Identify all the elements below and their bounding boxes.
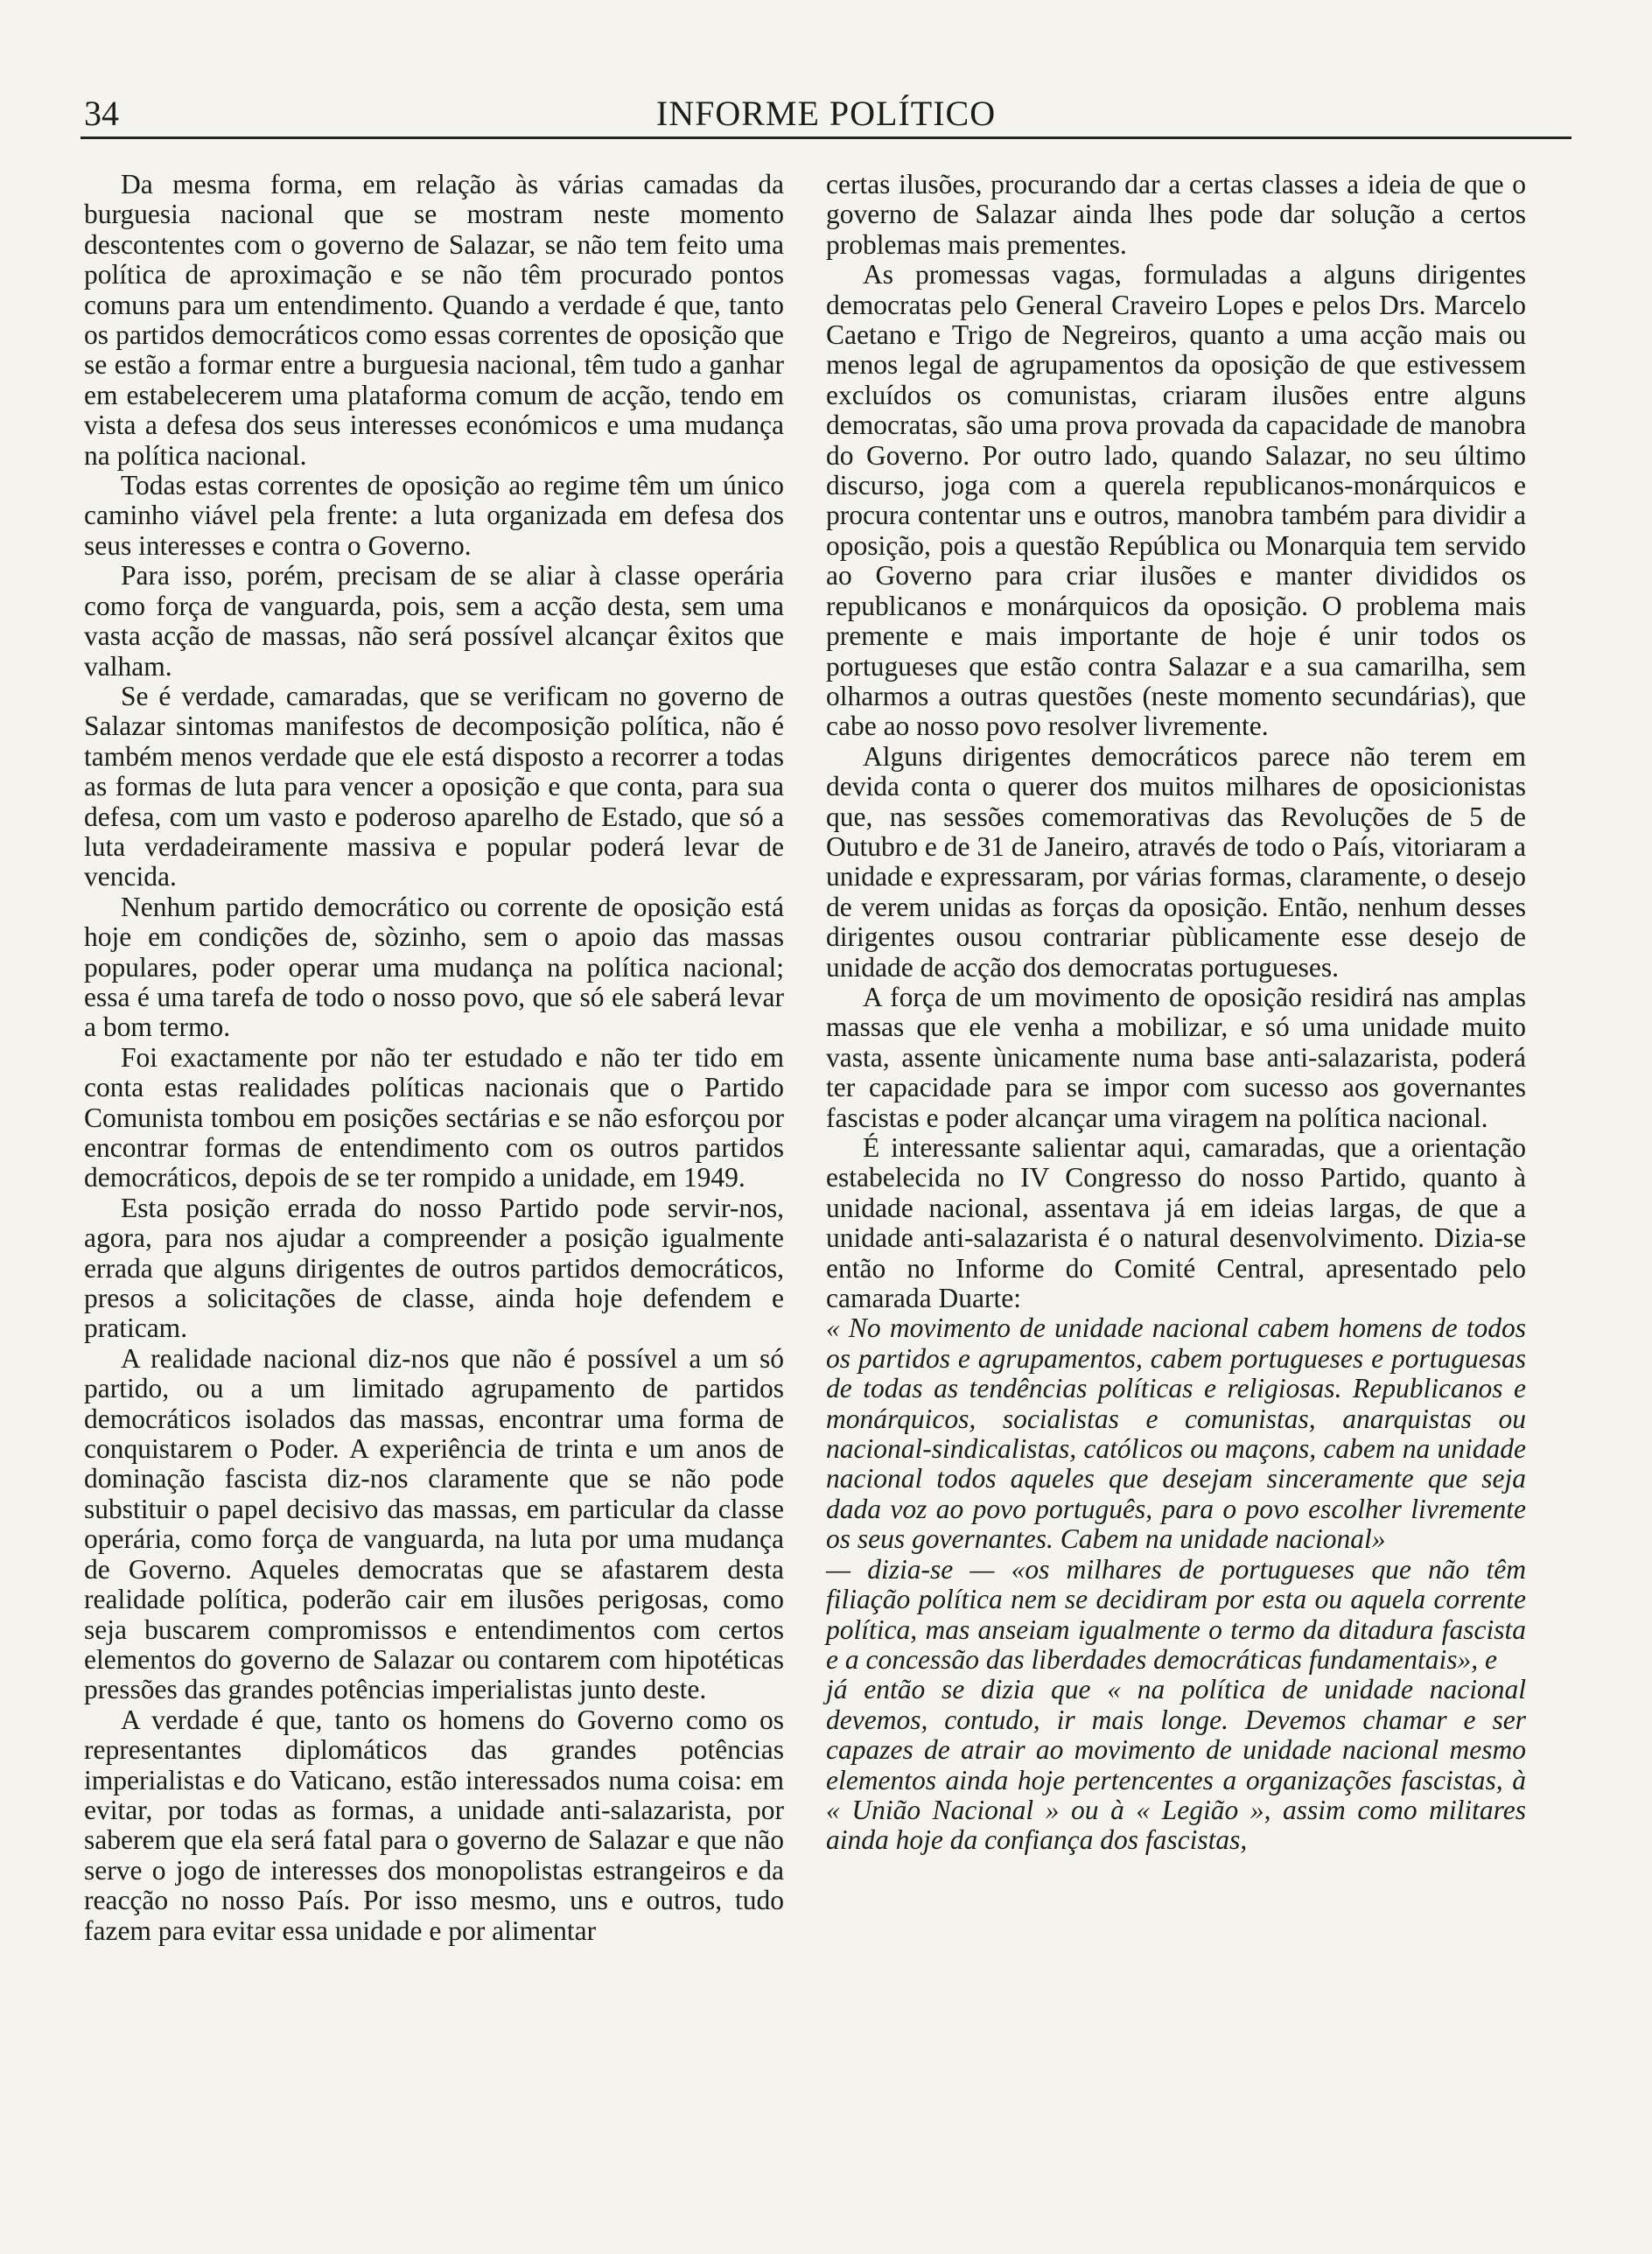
- paragraph: Se é verdade, camaradas, que se verificam no governo de Salazar sintomas manifestos de decomposição política, não é também menos verdade que ele está disposto a recorrer a todas as formas de luta para vencer a oposição e que conta, para sua defesa, com um vasto e poderoso aparelho de Estado, que só a luta verdadeiramente massiva e popular poderá levar de vencida.: [84, 680, 784, 892]
- paragraph: Nenhum partido democrático ou corrente de oposição está hoje em condições de, sòzinho, sem o apoio das massas populares, poder operar uma mudança na política nacional; essa é uma tarefa de todo o nosso povo, que só ele saberá levar a bom termo.: [84, 891, 784, 1043]
- running-title: INFORME POLÍTICO: [655, 94, 997, 133]
- quoted-passage: já então se dizia que « na política de unidade nacional devemos, contudo, ir mais longe. Devemos chamar e ser capazes de atrair ao movimento de unidade nacional mesmo elementos ainda hoje pertencentes a organizações fascistas, à « União Nacional » ou à « Legião », assim como militares ainda hoje da confiança dos fascistas,: [826, 1674, 1526, 1856]
- paragraph: A força de um movimento de oposição residirá nas amplas massas que ele venha a mobilizar, e só uma unidade muito vasta, assente ùnicamente numa base anti-salazarista, poderá ter capacidade para se impor com sucesso aos governantes fascistas e poder alcançar uma viragem na política nacional.: [826, 981, 1526, 1133]
- paragraph: Foi exactamente por não ter estudado e não ter tido em conta estas realidades políticas nacionais que o Partido Comunista tombou em posições sectárias e se não esforçou por encontrar formas de entendimento com os outros partidos democráticos, depois de se ter rompido a unidade, em 1949.: [84, 1041, 784, 1194]
- paragraph: Alguns dirigentes democráticos parece não terem em devida conta o querer dos muitos milhares de oposicionistas que, nas sessões comemorativas das Revoluções de 5 de Outubro e de 31 de Janeiro, através de todo o País, vitoriaram a unidade e expressaram, por várias formas, claramente, o desejo de verem unidas as forças da oposição. Então, nenhum desses dirigentes ousou contrariar pùblicamente esse desejo de unidade de acção dos democratas portugueses.: [826, 740, 1526, 983]
- paragraph: Para isso, porém, precisam de se aliar à classe operária como força de vanguarda, pois, sem a acção desta, sem uma vasta acção de massas, não será possível alcançar êxitos que valham.: [84, 560, 784, 682]
- paragraph: Esta posição errada do nosso Partido pode servir-nos, agora, para nos ajudar a compreender a posição igualmente errada que alguns dirigentes de outros partidos democráticos, presos a solicitações de classe, ainda hoje defendem e praticam.: [84, 1192, 784, 1344]
- paragraph: A realidade nacional diz-nos que não é possível a um só partido, ou a um limitado agrupamento de partidos democráticos isolados das massas, encontrar uma forma de conquistarem o Poder. A experiência de trinta e um anos de dominação fascista diz-nos claramente que se não pode substituir o papel decisivo das massas, em particular da classe operária, como força de vanguarda, na luta por uma mudança de Governo. Aqueles democratas que se afastarem desta realidade política, poderão cair em ilusões perigosas, como seja buscarem compromissos e entendimentos com certos elementos do governo de Salazar ou contarem com hipotéticas pressões das grandes potências imperialistas junto deste.: [84, 1342, 784, 1705]
- quoted-passage: — dizia-se — «os milhares de portugueses que não têm filiação política nem se decidiram por esta ou aquela corrente política, mas anseiam igualmente o termo da ditadura fascista e a concessão das liberdades democráticas fundamentais», e: [826, 1553, 1526, 1675]
- right-column: [826, 170, 1526, 1856]
- paragraph: As promessas vagas, formuladas a alguns dirigentes democratas pelo General Craveiro Lopes e pelos Drs. Marcelo Caetano e Trigo de Negreiros, quanto a uma acção mais ou menos legal de agrupamentos da oposição de que estivessem excluídos os comunistas, criaram ilusões entre alguns democratas, são uma prova provada da capacidade de manobra do Governo. Por outro lado, quando Salazar, no seu último discurso, joga com a querela republicanos-monárquicos e procura contentar uns e outros, manobra também para dividir a oposição, pois a questão República ou Monarquia tem servido ao Governo para criar ilusões e manter divididos os republicanos e monárquicos da oposição. O problema mais premente e mais importante de hoje é unir todos os portugueses que estão contra Salazar e a sua camarilha, sem olharmos a outras questões (neste momento secundárias), que cabe ao nosso povo resolver livremente.: [826, 259, 1526, 742]
- page-number: 34: [84, 94, 119, 133]
- left-column: [84, 170, 784, 1946]
- paragraph: É interessante salientar aqui, camaradas, que a orientação estabelecida no IV Congresso do nosso Partido, quanto à unidade nacional, assentava já em ideias largas, de que a unidade anti-salazarista é o natural desenvolvimento. Dizia-se então no Informe do Comité Central, apresentado pelo camarada Duarte:: [826, 1132, 1526, 1314]
- paragraph: A verdade é que, tanto os homens do Governo como os representantes diplomáticos das grandes potências imperialistas e do Vaticano, estão interessados numa coisa: em evitar, por todas as formas, a unidade anti-salazarista, por saberem que ela será fatal para o governo de Salazar e que não serve o jogo de interesses dos monopolistas estrangeiros e da reacção no nosso País. Por isso mesmo, uns e outros, tudo fazem para evitar essa unidade e por alimentar: [84, 1704, 784, 1946]
- paragraph: Todas estas correntes de oposição ao regime têm um único caminho viável pela frente: a luta organizada em defesa dos seus interesses e contra o Governo.: [84, 470, 784, 561]
- quoted-passage: « No movimento de unidade nacional cabem homens de todos os partidos e agrupamentos, cabem portugueses e portuguesas de todas as tendências políticas e religiosas. Republicanos e monárquicos, socialistas e comunistas, anarquistas ou nacional-sindicalistas, católicos ou maçons, cabem na unidade nacional todos aqueles que desejam sinceramente que seja dada voz ao povo português, para o povo escolher livremente os seus governantes. Cabem na unidade nacional»: [826, 1312, 1526, 1555]
- page-header: [80, 88, 1572, 139]
- paragraph: Da mesma forma, em relação às várias camadas da burguesia nacional que se mostram neste momento descontentes com o governo de Salazar, se não tem feito uma política de aproximação e se não têm procurado pontos comuns para um entendimento. Quando a verdade é que, tanto os partidos democráticos como essas correntes de oposição que se estão a formar entre a burguesia nacional, têm tudo a ganhar em estabelecerem uma plataforma comum de acção, tendo em vista a defesa dos seus interesses económicos e uma mudança na política nacional.: [84, 169, 784, 471]
- paragraph-continued: certas ilusões, procurando dar a certas classes a ideia de que o governo de Salazar ainda lhes pode dar solução a certos problemas mais prementes.: [826, 169, 1526, 260]
